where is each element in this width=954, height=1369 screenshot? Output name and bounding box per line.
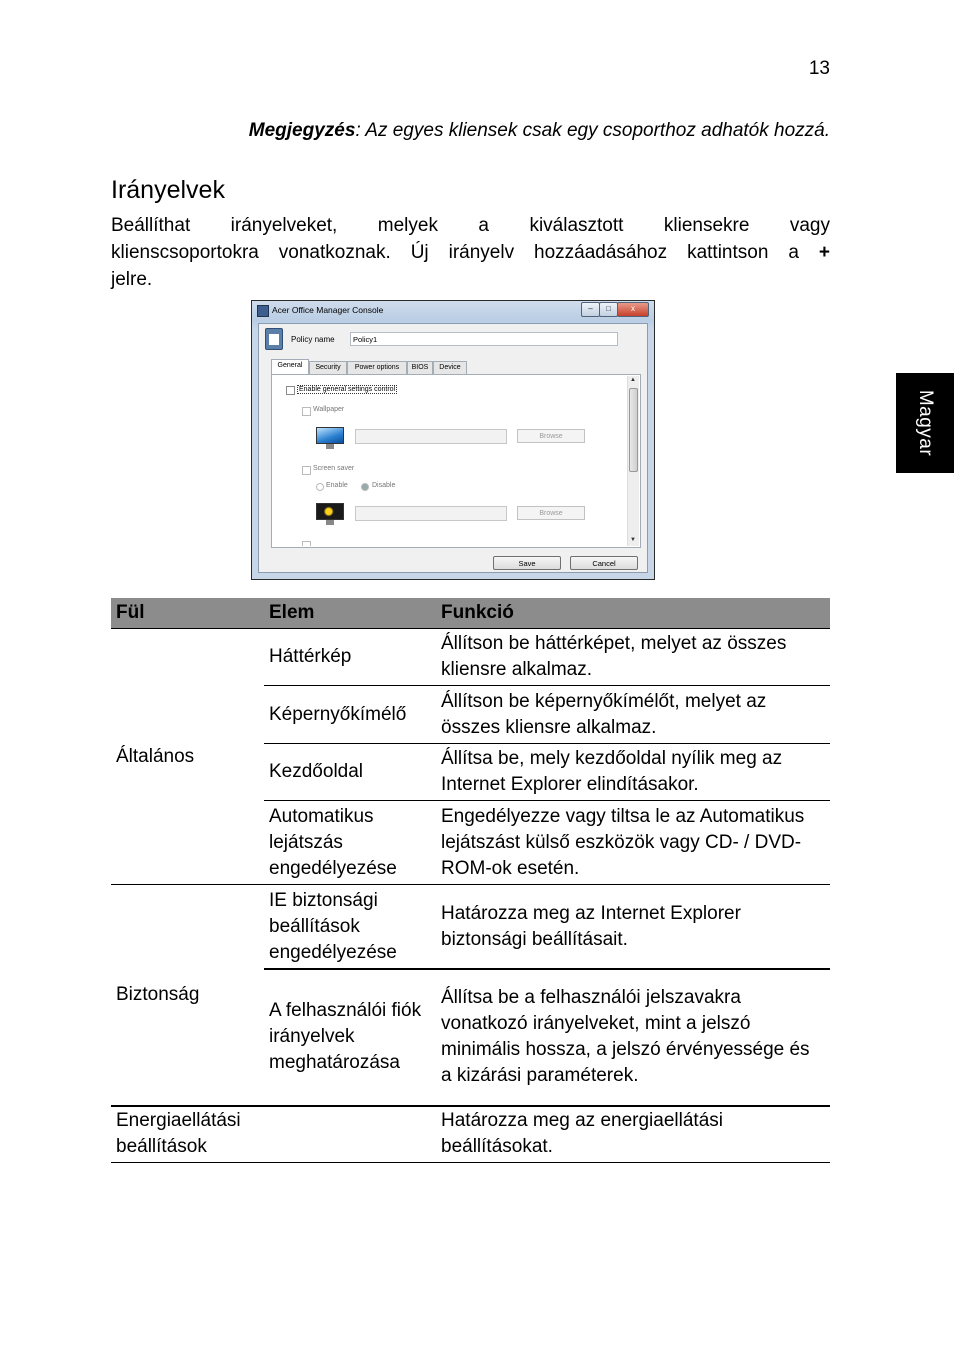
intro-line-1: Beállíthat irányelveket, melyek a kiválasztott kliensekre vagy (111, 215, 830, 236)
note (110, 120, 830, 142)
table-header-row (111, 598, 830, 629)
enable-radio-label: Enable (326, 482, 348, 489)
minimize-button[interactable]: – (581, 302, 600, 317)
row-divider (264, 743, 830, 744)
item-cell (264, 1106, 436, 1163)
window-title: Acer Office Manager Console (272, 305, 384, 315)
window-client-area (258, 323, 648, 573)
policy-name-label: Policy name (291, 335, 335, 344)
close-button[interactable]: x (617, 302, 649, 317)
row-divider (264, 685, 830, 686)
enable-radio[interactable] (316, 483, 324, 491)
intro-line-3: jelre. (111, 269, 153, 290)
tab-device[interactable]: Device (433, 361, 467, 374)
app-icon (257, 305, 269, 317)
tab-cell-security: Biztonság (116, 984, 200, 1005)
enable-general-label: Enable general settings control (299, 386, 396, 393)
monitor-stand (326, 444, 334, 449)
enable-general-checkbox[interactable] (286, 386, 295, 395)
wallpaper-label: Wallpaper (313, 406, 345, 413)
maximize-button[interactable]: □ (599, 302, 618, 317)
wallpaper-checkbox[interactable] (302, 407, 311, 416)
policy-clipboard-icon (265, 328, 283, 350)
monitor-stand (326, 520, 334, 525)
scroll-up-arrow-icon[interactable]: ▲ (630, 377, 636, 383)
table-row (111, 885, 830, 969)
console-window-screenshot (251, 300, 655, 580)
function-cell: Állítson be képernyőkímélőt, melyet az összes kliensre alkalmaz. (441, 690, 767, 738)
language-side-tab (896, 373, 954, 473)
tab-power-options[interactable]: Power options (347, 361, 407, 374)
function-cell: Határozza meg az Internet Explorer biztonsági beállításait. (441, 902, 741, 950)
wallpaper-monitor-screen (316, 427, 344, 444)
settings-table (111, 598, 830, 1163)
item-cell: A felhasználói fiók irányelvek meghatározása (269, 1000, 422, 1073)
tab-bios[interactable]: BIOS (407, 361, 433, 374)
item-cell: Képernyőkímélő (269, 703, 407, 725)
intro-line-2-text: klienscsoportokra vonatkoznak. Új irányelv hozzáadásához kattintson a (111, 242, 819, 263)
policy-name-input[interactable]: Policy1 (350, 332, 618, 346)
page-number: 13 (808, 58, 830, 79)
intro-paragraph (111, 212, 830, 293)
screen-saver-browse-button[interactable]: Browse (517, 506, 585, 520)
table-bottom-rule (111, 1162, 830, 1163)
tab-cell-power: Energiaellátási beállítások (116, 1110, 241, 1157)
window-titlebar (252, 301, 654, 321)
function-cell: Állítsa be, mely kezdőoldal nyílik meg az Internet Explorer elindításakor. (441, 748, 783, 795)
item-cell: Kezdőoldal (269, 761, 364, 782)
cancel-button[interactable]: Cancel (570, 556, 638, 570)
item-cell: IE biztonsági beállítások engedélyezése (269, 889, 397, 963)
note-label: Megjegyzés (248, 120, 356, 141)
item-cell: Háttérkép (269, 646, 352, 668)
language-label: Magyar (915, 389, 936, 457)
screen-saver-path-field[interactable] (355, 506, 507, 521)
screen-saver-label: Screen saver (313, 465, 355, 472)
function-cell: Állítson be háttérképet, melyet az összes kliensre alkalmaz. (441, 633, 787, 681)
item-cell: Automatikus lejátszás engedélyezése (269, 805, 397, 879)
function-cell: Határozza meg az energiaellátási beállításokat. (441, 1110, 723, 1157)
table-row (111, 629, 830, 686)
screen-saver-monitor-screen (316, 503, 344, 520)
tab-general[interactable]: General (271, 359, 309, 374)
screen-saver-monitor-icon (316, 503, 344, 525)
row-divider (264, 800, 830, 801)
header-tab: Fül (111, 598, 264, 629)
intro-line-2 (111, 239, 830, 266)
scrollbar-thumb[interactable] (629, 388, 638, 472)
plus-sign: + (818, 242, 830, 263)
function-cell: Állítsa be a felhasználói jelszavakra vonatkozó irányelveket, mint a jelszó minimális hossza, a jelszó érvényessége és a kizárási paraméterek. (441, 987, 810, 1086)
save-button[interactable]: Save (493, 556, 561, 570)
note-text: : Az egyes kliensek csak egy csoporthoz adhatók hozzá. (355, 120, 830, 141)
section-title: Irányelvek (111, 176, 225, 204)
tab-security[interactable]: Security (309, 361, 347, 374)
panel-scrollbar[interactable] (627, 376, 639, 546)
general-settings-panel (271, 374, 641, 548)
table-row (111, 1106, 830, 1163)
disable-radio-label: Disable (372, 482, 396, 489)
wallpaper-monitor-icon (316, 427, 344, 449)
partial-checkbox[interactable] (302, 541, 311, 546)
tab-cell-general: Általános (116, 745, 195, 767)
wallpaper-browse-button[interactable]: Browse (517, 429, 585, 443)
function-cell: Engedélyezze vagy tiltsa le az Automatikus lejátszást külső eszközök vagy CD- / DVD-ROM-ok esetén. (441, 805, 805, 879)
header-function: Funkció (436, 598, 830, 629)
group-divider (111, 1105, 830, 1107)
disable-radio[interactable] (361, 483, 369, 491)
group-divider (111, 884, 830, 885)
row-divider (264, 968, 830, 970)
wallpaper-path-field[interactable] (355, 429, 507, 444)
screen-saver-checkbox[interactable] (302, 466, 311, 475)
header-item: Elem (264, 598, 436, 629)
scroll-down-arrow-icon[interactable]: ▼ (630, 537, 636, 543)
